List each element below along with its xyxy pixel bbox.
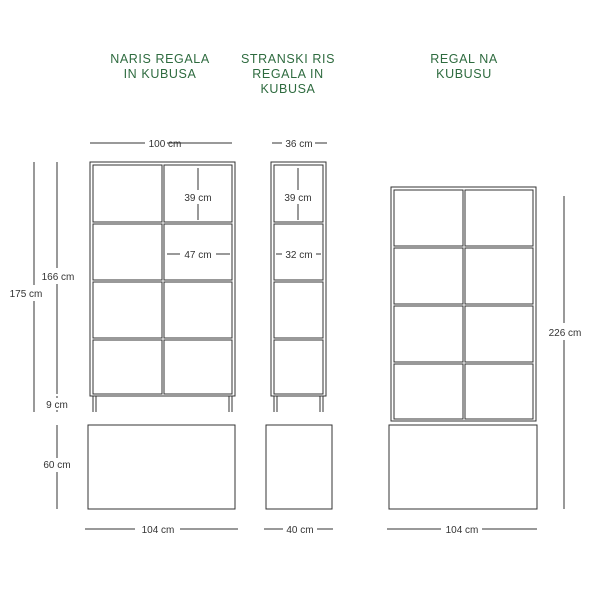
- combined-cube: [389, 425, 537, 509]
- front-compartment-width-label: 47 cm: [184, 250, 212, 261]
- front-cube-width-label: 104 cm: [141, 525, 175, 536]
- front-cube: [88, 425, 235, 509]
- side-compartment-height-label: 39 cm: [284, 193, 312, 204]
- front-shelf: [90, 162, 235, 412]
- side-title-line3: KUBUSA: [260, 82, 316, 96]
- front-shelf-width-label: 100 cm: [148, 139, 182, 150]
- combined-title-line1: REGAL NA: [430, 52, 498, 66]
- side-title-line1: STRANSKI RIS: [240, 52, 336, 66]
- side-title-line2: REGALA IN: [252, 67, 324, 81]
- side-cube-depth-label: 40 cm: [286, 525, 314, 536]
- combined-height-label: 226 cm: [548, 328, 582, 339]
- side-shelf-depth-label: 36 cm: [285, 139, 313, 150]
- front-title-line2: IN KUBUSA: [123, 67, 197, 81]
- shelf-total-height-label: 175 cm: [9, 289, 43, 300]
- front-title-line1: NARIS REGALA: [110, 52, 210, 66]
- side-compartment-depth-label: 32 cm: [285, 250, 313, 261]
- leg-height-label: 9 cm: [46, 400, 68, 411]
- front-compartment-height-label: 39 cm: [184, 193, 212, 204]
- shelf-body-height-label: 166 cm: [41, 272, 75, 283]
- combined-width-label: 104 cm: [445, 525, 479, 536]
- combined-title-line2: KUBUSU: [436, 67, 492, 81]
- side-cube: [266, 425, 332, 509]
- cube-height-label: 60 cm: [43, 460, 71, 471]
- combined-shelf: [391, 187, 536, 421]
